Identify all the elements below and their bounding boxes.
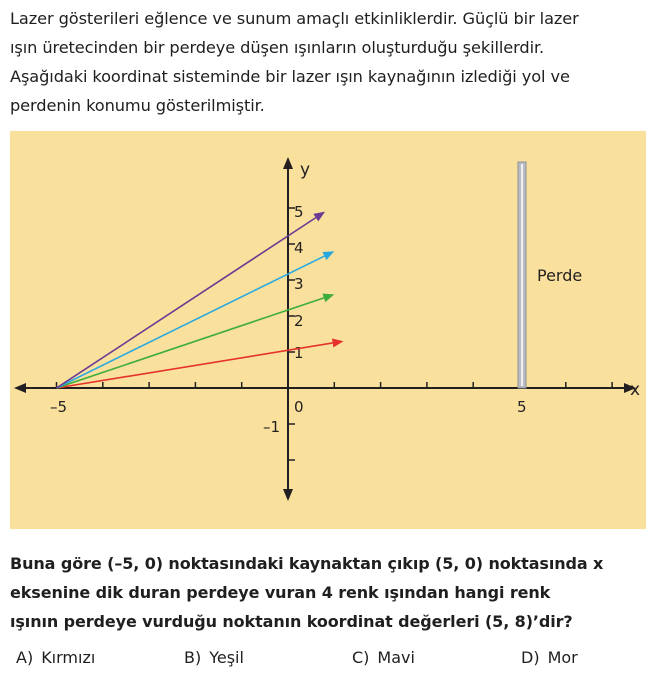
screen-perde (518, 162, 526, 388)
answer-options (16, 648, 656, 676)
x-axis-label: x (630, 380, 641, 400)
option-text: Mor (547, 648, 578, 667)
red-ray (57, 343, 333, 388)
screen-label: Perde (537, 266, 583, 285)
y-tick-label-3: 3 (294, 275, 304, 293)
y-axis-arrowhead (283, 157, 293, 169)
y-tick-label-minus1: –1 (263, 418, 281, 436)
option-text: Kırmızı (41, 648, 96, 667)
option-b[interactable] (184, 648, 244, 667)
green-ray-arrowhead (322, 294, 334, 303)
option-text: Mavi (377, 648, 415, 667)
y-axis-bottom-arrowhead (283, 489, 293, 501)
y-axis-label: y (300, 160, 311, 180)
option-text: Yeşil (209, 648, 244, 667)
x-tick-label-5: 5 (517, 398, 527, 416)
y-tick-label-4: 4 (294, 239, 304, 257)
option-d[interactable] (521, 648, 578, 667)
green-ray (57, 298, 324, 388)
purple-ray (57, 218, 316, 388)
intro-line: Lazer gösterileri eğlence ve sunum amaçlı etkinliklerdir. Güçlü bir lazer (10, 9, 579, 28)
coordinate-diagram (10, 131, 646, 529)
question-text (10, 549, 650, 636)
intro-line: perdenin konumu gösterilmiştir. (10, 96, 265, 115)
option-letter: A) (16, 648, 34, 667)
question-line: Buna göre (–5, 0) noktasındaki kaynaktan çıkıp (5, 0) noktasında x (10, 554, 604, 573)
x-tick-label-0: 0 (294, 398, 304, 416)
y-tick-label-5: 5 (294, 203, 304, 221)
intro-text (10, 4, 650, 120)
coordinate-plane (10, 131, 646, 529)
intro-line: Aşağıdaki koordinat sisteminde bir lazer ışın kaynağının izlediği yol ve (10, 67, 570, 86)
y-tick-label-2: 2 (294, 312, 304, 330)
purple-ray-arrowhead (313, 212, 325, 222)
red-ray-arrowhead (332, 339, 344, 348)
option-letter: D) (521, 648, 540, 667)
option-a[interactable] (16, 648, 95, 667)
question-line: eksenine dik duran perdeye vuran 4 renk ışından hangi renk (10, 583, 551, 602)
option-c[interactable] (352, 648, 415, 667)
intro-line: ışın üretecinden bir perdeye düşen ışınların oluşturduğu şekillerdir. (10, 38, 545, 57)
option-letter: B) (184, 648, 202, 667)
option-letter: C) (352, 648, 370, 667)
blue-ray (57, 256, 325, 388)
x-axis-left-arrowhead (14, 383, 26, 393)
x-tick-label-minus5: –5 (50, 398, 68, 416)
question-line: ışının perdeye vurduğu noktanın koordinat değerleri (5, 8)’dir? (10, 612, 573, 631)
y-tick-label-1: 1 (294, 344, 304, 362)
